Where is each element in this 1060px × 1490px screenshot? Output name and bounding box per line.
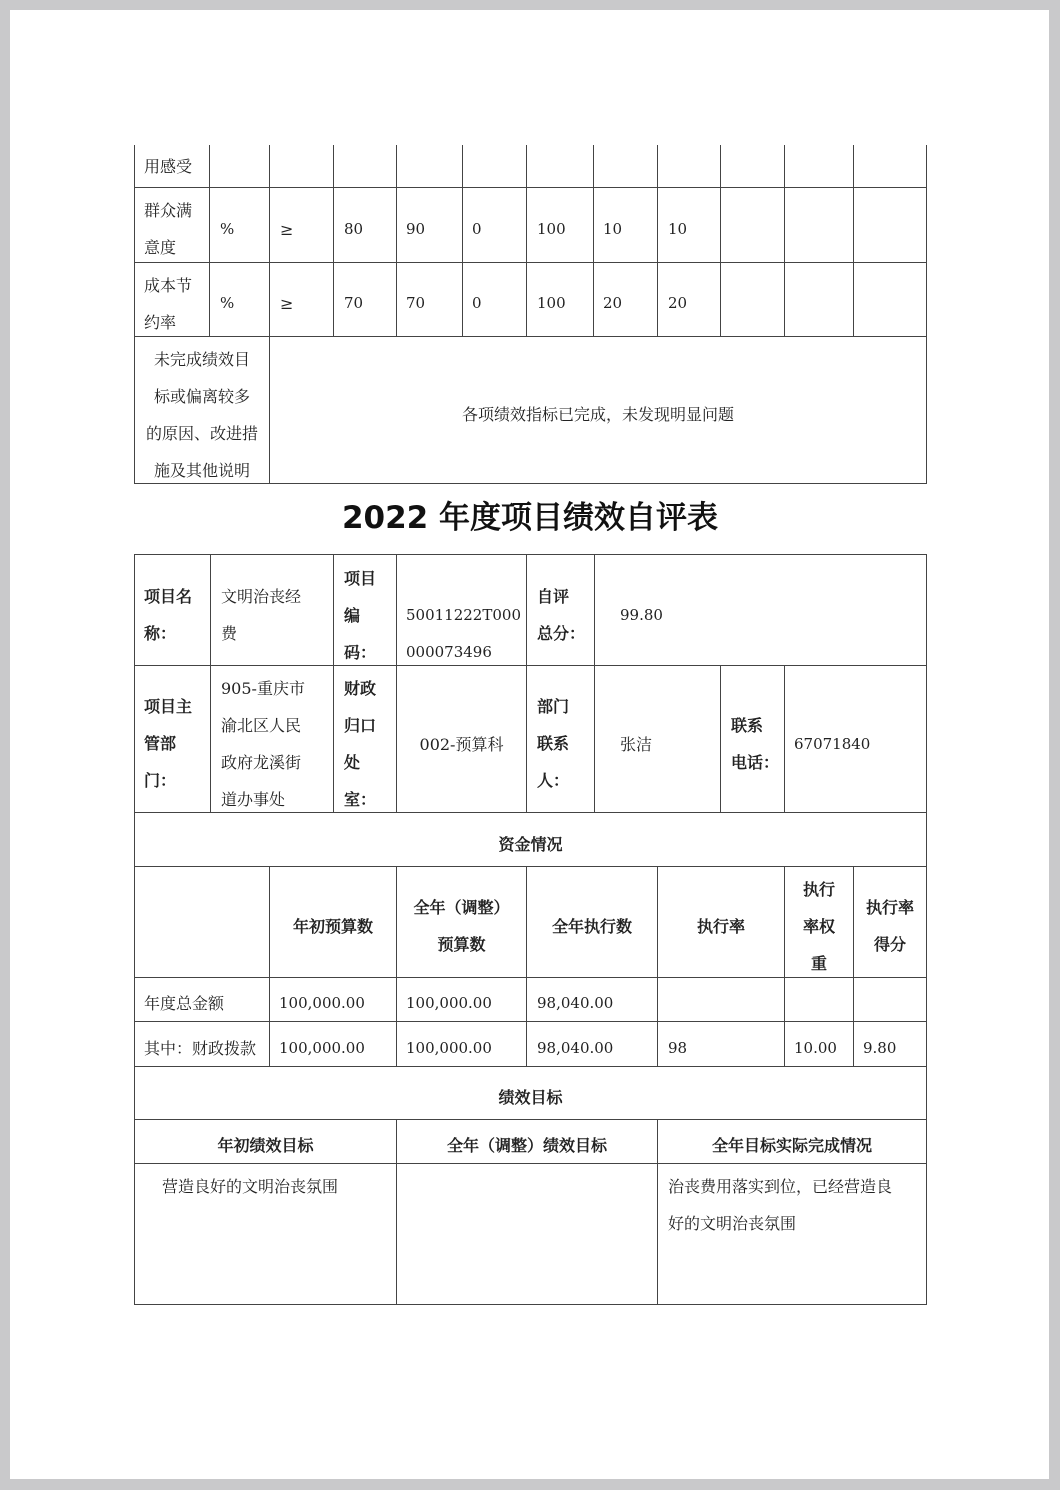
finance-office-value: 002-预算科: [419, 735, 504, 754]
indicator-name: 群众满 意度: [144, 201, 193, 257]
self-score-label: 自评 总分：: [537, 587, 586, 643]
phone-value: 67071840: [794, 735, 871, 753]
operator-cell: ≥: [280, 220, 294, 239]
unfinished-text: 各项绩效指标已完成，未发现明显问题: [461, 405, 734, 424]
value-cell: 70: [406, 294, 426, 312]
project-code-label: 项目 编 码：: [344, 569, 377, 662]
project-name-label: 项目名 称：: [144, 587, 193, 643]
value-cell: 70: [344, 294, 364, 312]
self-score-value: 99.80: [620, 606, 663, 624]
goals-header: 全年（调整）绩效目标: [446, 1136, 607, 1155]
funds-cell: 100,000.00: [279, 994, 365, 1012]
funds-cell: 100,000.00: [406, 994, 492, 1012]
unit-cell: %: [220, 220, 235, 238]
unfinished-label: 未完成绩效目 标或偏离较多 的原因、改进措 施及其他说明: [145, 350, 258, 480]
indicator-name: 用感受: [144, 157, 193, 176]
value-cell: 20: [603, 294, 623, 312]
goals-header: 全年目标实际完成情况: [711, 1136, 872, 1155]
value-cell: 10: [668, 220, 688, 238]
funds-cell: 98,040.00: [537, 994, 614, 1012]
contact-value: 张洁: [620, 735, 653, 754]
funds-cell: 10.00: [794, 1039, 837, 1057]
project-code-value: 50011222T000 000073496: [406, 606, 521, 661]
funds-row-label: 年度总金额: [144, 994, 225, 1013]
funds-header: 执行率 得分: [865, 898, 914, 954]
value-cell: 100: [537, 294, 566, 312]
funds-header: 执行率: [696, 917, 745, 936]
value-cell: 20: [668, 294, 688, 312]
funds-cell: 98: [668, 1039, 688, 1057]
actual-completion-text: 治丧费用落实到位，已经营造良 好的文明治丧氛围: [668, 1177, 893, 1233]
unit-cell: %: [220, 294, 235, 312]
initial-goal-text: 营造良好的文明治丧氛围: [162, 1177, 339, 1196]
goals-section-title: 绩效目标: [498, 1088, 563, 1107]
funds-cell: 100,000.00: [406, 1039, 492, 1057]
goals-header: 年初绩效目标: [217, 1136, 314, 1155]
operator-cell: ≥: [280, 294, 294, 313]
indicator-name: 成本节 约率: [144, 276, 193, 332]
funds-header: 执行 率权 重: [802, 880, 835, 973]
value-cell: 80: [344, 220, 364, 238]
finance-office-label: 财政 归口 处 室：: [344, 679, 377, 809]
phone-label: 联系 电话：: [731, 716, 780, 772]
funds-cell: 100,000.00: [279, 1039, 365, 1057]
funds-section-title: 资金情况: [498, 835, 563, 854]
dept-value: 905-重庆市 渝北区人民 政府龙溪街 道办事处: [221, 679, 305, 809]
funds-cell: 98,040.00: [537, 1039, 614, 1057]
page-title: 2022 年度项目绩效自评表: [341, 500, 719, 536]
project-name-value: 文明治丧经 费: [221, 587, 302, 643]
value-cell: 10: [603, 220, 623, 238]
funds-row-label: 其中：财政拨款: [144, 1039, 257, 1058]
value-cell: 0: [472, 220, 482, 238]
dept-label: 项目主 管部 门：: [144, 697, 193, 790]
funds-cell: 9.80: [863, 1039, 897, 1057]
contact-label: 部门 联系 人：: [537, 697, 570, 790]
value-cell: 90: [406, 220, 426, 238]
funds-header: 全年（调整） 预算数: [413, 898, 510, 954]
funds-header: 全年执行数: [551, 917, 632, 936]
value-cell: 0: [472, 294, 482, 312]
funds-header: 年初预算数: [292, 917, 373, 936]
value-cell: 100: [537, 220, 566, 238]
